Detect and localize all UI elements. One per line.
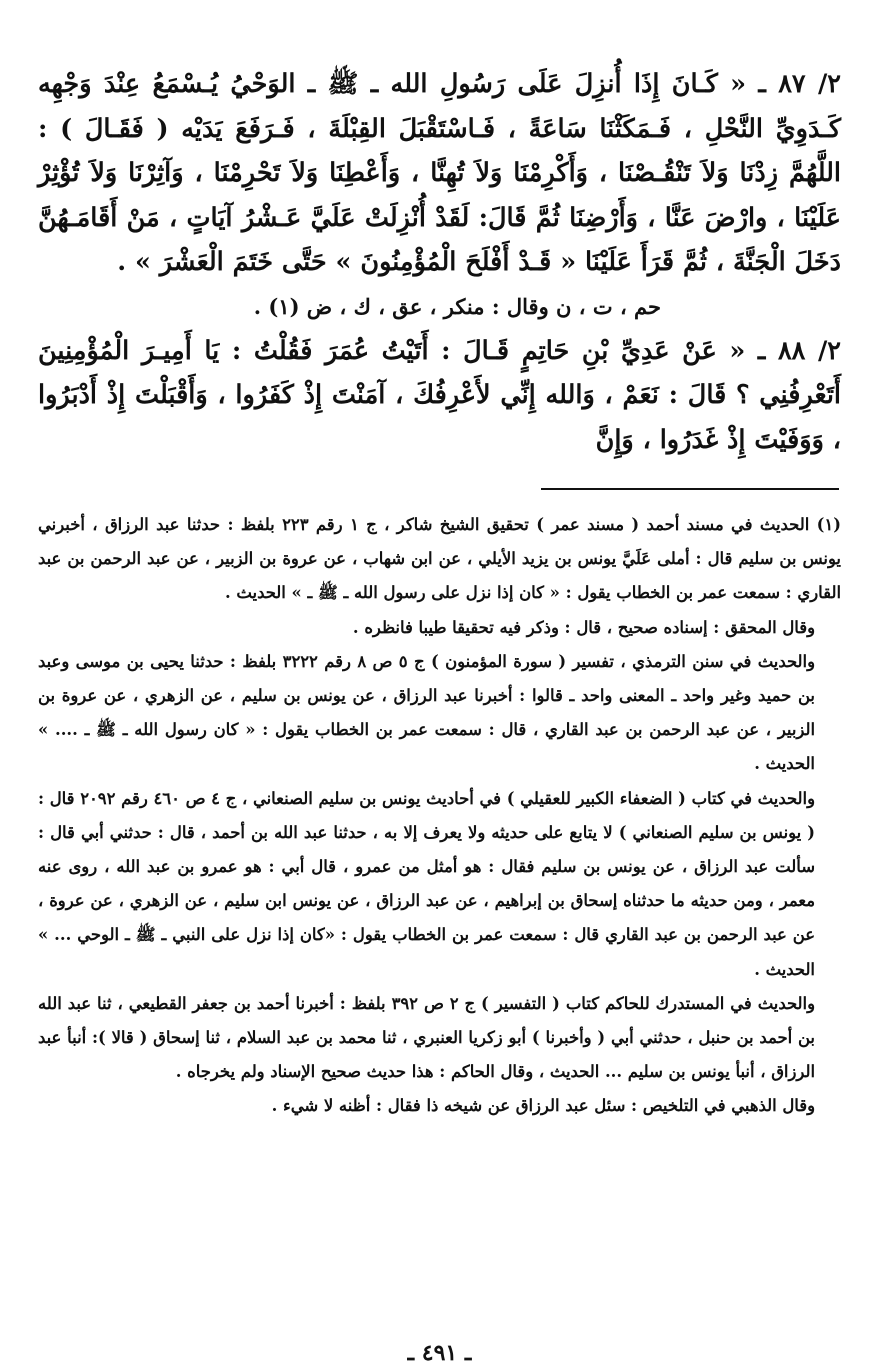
footnote-1-musnad-ahmad: (١) الحديث في مسند أحمد ( مسند عمر ) تحقيق الشيخ شاكر ، ج ١ رقم ٢٢٣ بلفظ : حدثنا عبد الرزاق ، أخبرني يونس بن سليم قال : أملى عَلَيَّ يونس بن يزيد الأيلي ، عن ابن شهاب ، عن عروة بن الزبير ، عن عبد الرحمن بن عبد القاري : سمعت عمر بن الخطاب يقول : « كان إذا نزل على رسول الله ـ ﷺ ـ » الحديث . — [38, 515, 841, 603]
footnote-tirmidhi: والحديث في سنن الترمذي ، تفسير ( سورة المؤمنون ) ج ٥ ص ٨ رقم ٣٢٢٢ بلفظ : حدثنا يحيى بن موسى وعبد بن حميد وغير واحد ـ المعنى واحد ـ قالوا : أخبرنا عبد الرزاق ، عن يونس بن سليم ، عن الزهري ، عن عروة بن الزبير ، عن عبد الرحمن بن عبد القاري ، قال : سمعت عمر بن الخطاب يقول : « كان رسول الله ـ ﷺ ـ .... » الحديث . — [38, 651, 815, 774]
footnote-mustadrak: والحديث في المستدرك للحاكم كتاب ( التفسير ) ج ٢ ص ٣٩٢ بلفظ : أخبرنا أحمد بن جعفر القطيعي ، ثنا عبد الله بن أحمد بن حنبل ، حدثني أبي ( وأخبرنا ) أبو زكريا العنبري ، ثنا محمد بن عبد السلام ، ثنا إسحاق ( قالا ): أنبأ عبد الرزاق ، أنبأ يونس بن سليم ... الحديث ، وقال الحاكم : هذا حديث صحيح الإسناد ولم يخرجاه . — [38, 993, 815, 1082]
document-page — [38, 62, 841, 1366]
footnote-dhahabi: وقال الذهبي في التلخيص : سئل عبد الرزاق عن شيخه ذا فقال : أظنه لا شيء . — [271, 1096, 815, 1116]
footnote-uqayli: والحديث في كتاب ( الضعفاء الكبير للعقيلي ) في أحاديث يونس بن سليم الصنعاني ، ج ٤ ص ٤٦٠ رقم ٢٠٩٢ قال : ( يونس بن سليم الصنعاني ) لا يتابع على حديثه ولا يعرف إلا به ، حدثنا عبد الله بن أحمد ، قال : حدثني أبي قال : سألت عبد الرزاق ، عن يونس بن سليم فقال : هو أمثل من عمرو ، قال أبي : هو عمرو بن عبد الله ، روى عنه معمر ، ومن حديثه ما حدثناه إسحاق بن إبراهيم ، عن عبد الرزاق ، عن يونس ابن سليم ، عن الزهري ، عن عروة ، عن عبد الرحمن بن عبد القاري قال : سمعت عمر بن الخطاب يقول : «كان إذا نزل على النبي ـ ﷺ ـ الوحي ... » الحديث . — [38, 788, 815, 979]
hadith-87: ٢/ ٨٧ ـ « كَـانَ إِذَا أُنزِلَ عَلَى رَسُولِ الله ـ ﷺ ـ الوَحْيُ يُـسْمَعُ عِنْدَ وَجْهِه كَـدَوِيِّ النَّحْلِ ، فَـمَكَثْنَا سَاعَةً ، فَـاسْتَقْبَلَ القِبْلَةَ ، فَـرَفَعَ يَدَيْه ( فَقَـالَ ) : اللَّهُمَّ زِدْنَا وَلاَ تَنْقُـصْنَا ، وَأَكْرِمْنَا وَلاَ تُهِنَّا ، وَأَعْطِنَا وَلاَ تَحْرِمْنَا ، وَآثِرْنَا وَلاَ تُؤْثِرْ عَلَيْنَا ، وارْضَ عَنَّا ، وَأَرْضِنَا ثُمَّ قَالَ: لَقَدْ أُنْزِلَتْ عَلَيَّ عَـشْرُ آيَاتٍ ، مَنْ أَقَامَـهُنَّ دَخَلَ الْجَنَّةَ ، ثُمَّ قَرَأَ عَلَيْنَا « قَـدْ أَفْلَحَ الْمُؤْمِنُونَ » حَتَّى خَتَمَ الْعَشْرَ » . — [38, 69, 841, 277]
hadith-88: ٢/ ٨٨ ـ « عَنْ عَدِيِّ بْنِ حَاتِمٍ قَـالَ : أَتَيْتُ عُمَرَ فَقُلْتُ : يَا أَمِيـرَ الْمُؤْمِنِينَ أَتَعْرِفُنِي ؟ قَالَ : نَعَمْ ، وَالله إِنِّي لأَعْرِفُكَ ، آمَنْتَ إِذْ كَفَرُوا ، وَأَقْبَلْتَ إِذْ أَدْبَرُوا ، وَوَفَيْتَ إِذْ غَدَرُوا ، وَإِنَّ — [38, 335, 841, 455]
main-text-body — [38, 62, 841, 462]
page-number: ـ ٤٩١ ـ — [407, 1340, 472, 1366]
hadith-87-references: حم ، ت ، ن وقال : منكر ، عق ، ك ، ض (١) . — [253, 293, 661, 319]
footnote-divider — [541, 488, 839, 490]
footnotes-section — [38, 508, 841, 1124]
footnote-muhaqqiq-note: وقال المحقق : إسناده صحيح ، قال : وذكر فيه تحقيقا طيبا فانظره . — [352, 617, 815, 637]
